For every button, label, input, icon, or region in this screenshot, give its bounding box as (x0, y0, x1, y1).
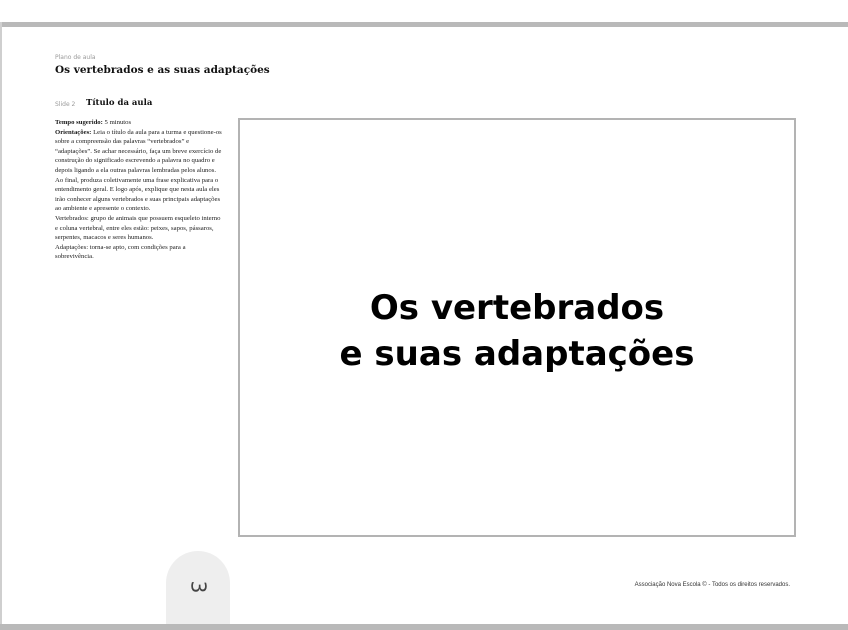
page-number-tab (166, 551, 230, 630)
suggested-time-value: 5 minutos (104, 119, 132, 126)
page-number: 3 (185, 580, 210, 594)
orientations (55, 128, 225, 214)
orientations-label: Orientações: (55, 128, 92, 136)
slide-title: Título da aula (86, 98, 153, 108)
teacher-notes (55, 118, 225, 262)
footer-copyright: Associação Nova Escola © - Todos os direitos reservados. (634, 582, 790, 588)
lesson-title: Os vertebrados e as suas adaptações (55, 64, 270, 76)
orientations-text: Leia o título da aula para a turma e questione-os sobre a compreensão das palavras “vertebrados” e “adaptações”. Se achar necessário, faça um breve exercício de construção do significado escrevendo a palavra no quadro e depois ligando a ela outras palavras lembradas pelos alunos. Ao final, produza coletivamente uma frase explicativa para o entendimento geral. E logo após, explique que nesta aula eles irão conhecer alguns vertebrados e suas principais adaptações ao ambiente e apresente o contexto. (55, 128, 222, 213)
slide-number: Slide 2 (55, 101, 76, 108)
document-kicker: Plano de aula (55, 54, 96, 61)
suggested-time (55, 118, 225, 128)
vertebrados-definition: Vertebrados: grupo de animais que possuem esqueleto interno e coluna vertebral, entre eles estão: peixes, sapos, pássaros, serpentes, macacos e seres humanos. (55, 214, 221, 242)
bottom-border (0, 624, 848, 630)
adaptacoes-definition: Adaptações: torna-se apto, com condições para a sobrevivência. (55, 243, 186, 261)
suggested-time-label: Tempo sugerido: (55, 119, 103, 126)
slide-heading: Os vertebrados e suas adaptações (339, 287, 695, 374)
slide-preview (238, 118, 796, 537)
